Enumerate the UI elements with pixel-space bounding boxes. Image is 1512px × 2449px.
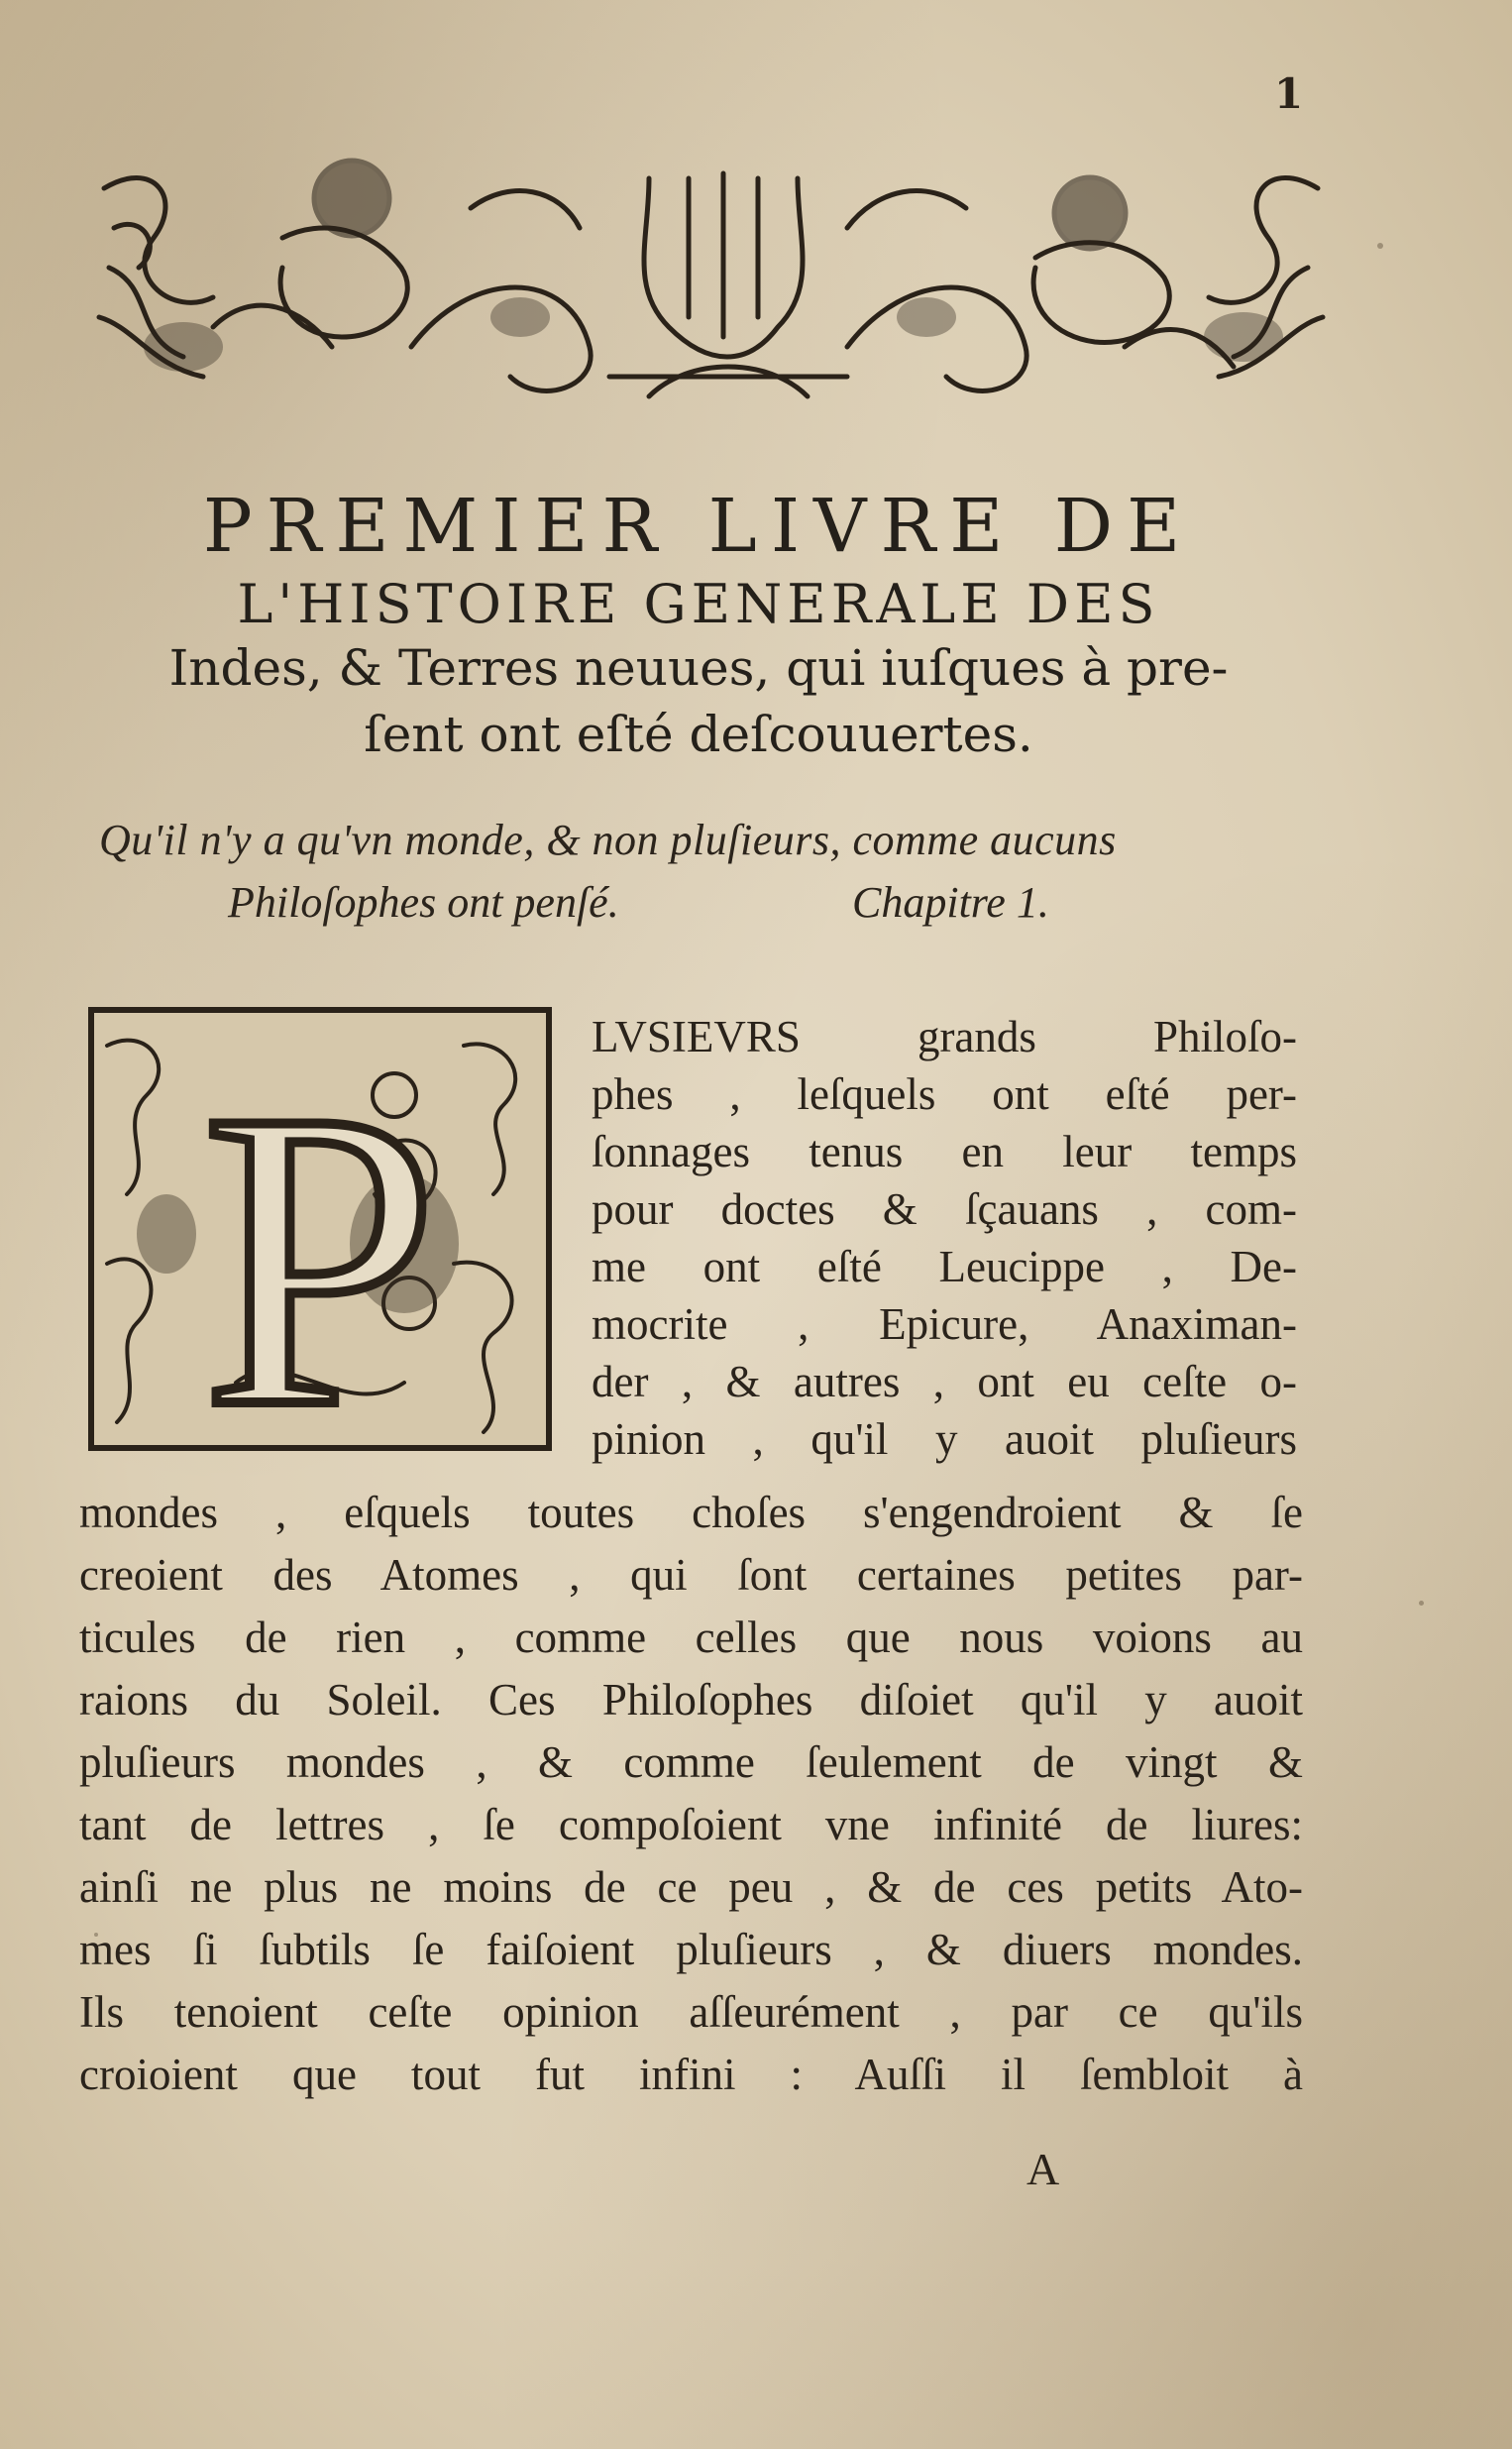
text-line: me ont eſté Leucippe , De-: [592, 1242, 1297, 1291]
drop-cap-letter: P: [201, 1024, 439, 1452]
title-line-4: ſent ont eſté deſcouuertes.: [364, 706, 1033, 763]
text-line: pour doctes & ſçauans , com-: [592, 1184, 1297, 1234]
text-line: creoient des Atomes , qui ſont certaines petites par-: [79, 1550, 1303, 1600]
text-line: der , & autres , ont eu ceſte o-: [592, 1357, 1297, 1406]
signature-mark: A: [1026, 2144, 1060, 2194]
text-line: croioient que tout fut infini : Auſſi il ſembloit à: [79, 2050, 1303, 2099]
text-line: mondes , eſquels toutes choſes s'engendroient & ſe: [79, 1488, 1303, 1537]
chapter-label: Chapitre 1.: [852, 878, 1049, 927]
text-line: mes ſi ſubtils ſe faiſoient pluſieurs , & diuers mondes.: [79, 1925, 1303, 1974]
title-line-2: L'HISTOIRE GENERALE DES: [237, 573, 1160, 635]
text-line: raions du Soleil. Ces Philoſophes diſoiet qu'il y auoit: [79, 1675, 1303, 1725]
chapter-heading-line-1: Qu'il n'y a qu'vn monde, & non pluſieurs, comme aucuns: [99, 816, 1117, 864]
text-line: tant de lettres , ſe compoſoient vne infinité de liures:: [79, 1800, 1303, 1849]
text-line: pinion , qu'il y auoit pluſieurs: [592, 1414, 1297, 1464]
text-line: LVSIEVRS grands Philoſo-: [592, 1012, 1297, 1061]
chapter-heading-line-2: Philoſophes ont penſé.: [228, 878, 619, 927]
title-line-1: PREMIER LIVRE DE: [202, 484, 1195, 569]
title-line-3: Indes, & Terres neuues, qui iuſques à pre-: [168, 639, 1229, 697]
text-line: mocrite , Epicure, Anaximan-: [592, 1299, 1297, 1349]
text-line: ainſi ne plus ne moins de ce peu , & de ces petits Ato-: [79, 1862, 1303, 1912]
text-line: Ils tenoient ceſte opinion aſſeurément , par ce qu'ils: [79, 1987, 1303, 2037]
page-number: 1: [1274, 69, 1304, 118]
text-line: phes , leſquels ont eſté per-: [592, 1069, 1297, 1119]
text-line: ſonnages tenus en leur temps: [592, 1127, 1297, 1176]
text-line: pluſieurs mondes , & comme ſeulement de vingt &: [79, 1737, 1303, 1787]
decorated-initial: [87, 1006, 553, 1452]
text-line: ticules de rien , comme celles que nous voions au: [79, 1613, 1303, 1662]
headpiece-ornament: [94, 119, 1328, 416]
